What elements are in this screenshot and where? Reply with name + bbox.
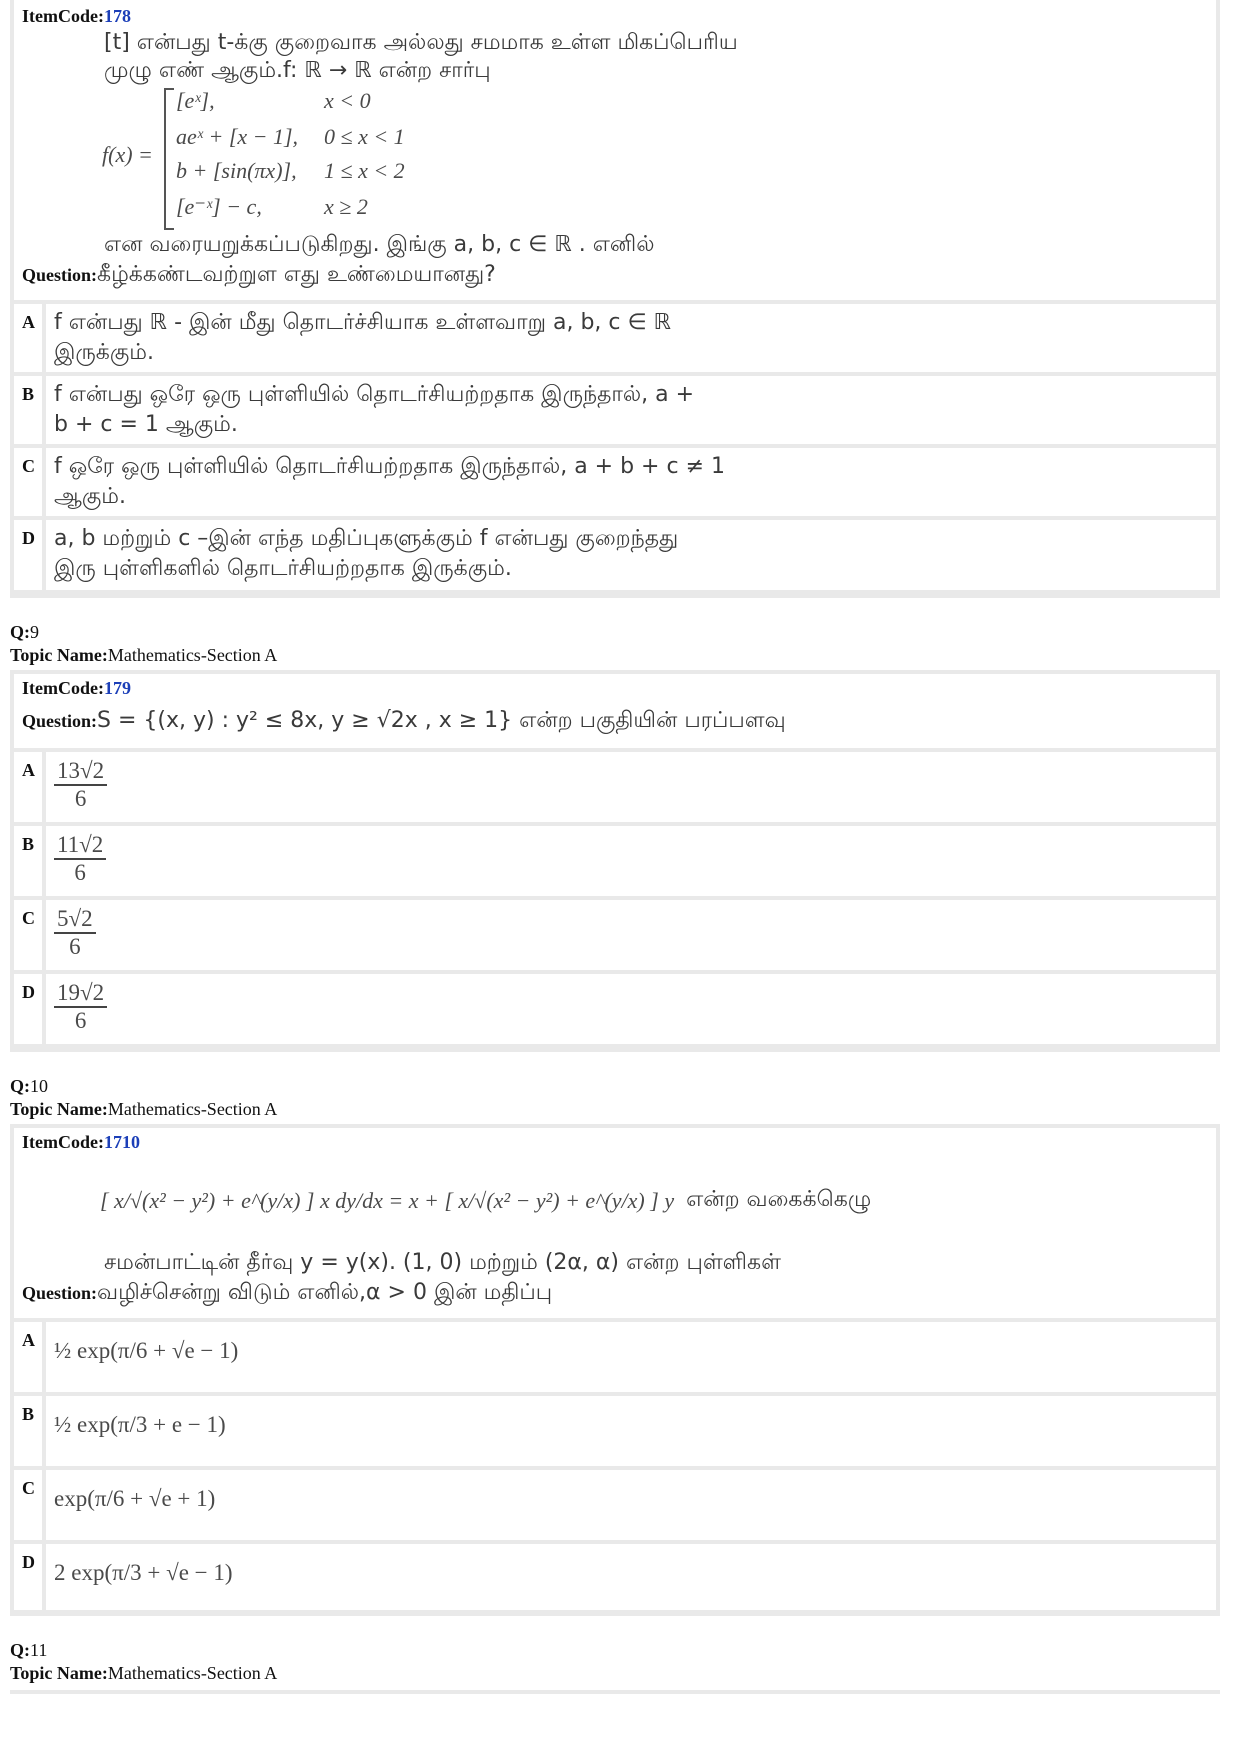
q9-option-d[interactable] xyxy=(14,974,1216,1044)
q10-header xyxy=(10,1076,277,1120)
q11-header xyxy=(10,1640,277,1684)
case-4-expr: [e⁻ˣ] − c, xyxy=(176,194,262,219)
q9-question-row xyxy=(14,674,1216,748)
stem-line-4: கீழ்க்கண்டவற்றுள எது உண்மையானது? xyxy=(97,262,496,287)
topic-name: Mathematics-Section A xyxy=(107,1099,278,1119)
q10-block xyxy=(10,1124,1220,1616)
q-label: Q: xyxy=(10,622,30,642)
option-letter: C xyxy=(22,1478,35,1498)
q10-option-c[interactable] xyxy=(14,1470,1216,1540)
stem-line-3: என வரையறுக்கப்படுகிறது. இங்கு a, b, c ∈ ℝ . எனில் xyxy=(104,232,655,257)
stem-line-2: முழு எண் ஆகும்.f: ℝ → ℝ என்ற சார்பு xyxy=(104,58,491,83)
topic-name: Mathematics-Section A xyxy=(107,1663,278,1683)
question-text: S = {(x, y) : y² ≤ 8x, y ≥ √2x , x ≥ 1} என்ற பகுதியின் பரப்பளவு xyxy=(97,708,786,733)
differential-equation xyxy=(100,1166,871,1236)
q-label: Q: xyxy=(10,1076,30,1096)
case-1-cond: x < 0 xyxy=(324,88,371,113)
option-b-fraction: $\frac{11√2}{6}$ xyxy=(54,832,106,886)
case-4-cond: x ≥ 2 xyxy=(324,194,368,219)
option-letter: C xyxy=(22,908,35,928)
item-178-option-a[interactable] xyxy=(14,304,1216,372)
q9-block xyxy=(10,670,1220,1052)
option-a-fraction: $\frac{13√2}{6}$ xyxy=(54,758,107,812)
option-d-line1: a, b மற்றும் c –இன் எந்த மதிப்புகளுக்கும் f என்பது குறைந்தது xyxy=(54,526,679,551)
case-3-cond: 1 ≤ x < 2 xyxy=(324,158,405,183)
case-3-expr: b + [sin(πx)], xyxy=(176,158,297,183)
q-number: 10 xyxy=(30,1076,48,1096)
option-letter: A xyxy=(22,1330,35,1350)
itemcode-label: ItemCode: xyxy=(22,1132,104,1152)
item-178-question-row xyxy=(14,0,1216,300)
question-line-2: சமன்பாட்டின் தீர்வு y = y(x). (1, 0) மற்றும் (2α, α) என்ற புள்ளிகள் xyxy=(104,1250,781,1275)
option-letter: B xyxy=(22,1404,35,1424)
q11-block-top-edge xyxy=(10,1690,1220,1694)
option-b-line1: f என்பது ஒரே ஒரு புள்ளியில் தொடர்சியற்றதாக இருந்தால், a + xyxy=(54,382,695,407)
equation-text: [ x/√(x² − y²) + e^(y/x) ] x dy/dx = x + [ x/√(x² − y²) + e^(y/x) ] y xyxy=(100,1188,675,1213)
option-letter: D xyxy=(22,528,35,548)
question-label: Question: xyxy=(22,265,98,285)
option-d-line2: இரு புள்ளிகளில் தொடர்சியற்றதாக இருக்கும். xyxy=(54,556,512,581)
stem-line-1: [t] என்பது t-க்கு குறைவாக அல்லது சமமாக உள்ள மிகப்பெரிய xyxy=(104,30,738,55)
option-c-expression: exp(π/6 + √e + 1) xyxy=(54,1486,216,1511)
q10-option-a[interactable] xyxy=(14,1322,1216,1392)
q10-question-row xyxy=(14,1128,1216,1318)
q9-option-a[interactable] xyxy=(14,752,1216,822)
option-c-fraction: $\frac{5√2}{6}$ xyxy=(54,906,96,960)
option-letter: B xyxy=(22,384,35,404)
itemcode-label: ItemCode: xyxy=(22,6,104,26)
q9-header xyxy=(10,622,277,666)
q10-option-d[interactable] xyxy=(14,1544,1216,1610)
topic-label: Topic Name: xyxy=(10,1099,108,1119)
option-c-line1: f ஒரே ஒரு புள்ளியில் தொடர்சியற்றதாக இருந்தால், a + b + c ≠ 1 xyxy=(54,454,725,479)
item-178-block xyxy=(10,0,1220,598)
q-number: 11 xyxy=(30,1640,48,1660)
item-178-option-b[interactable] xyxy=(14,376,1216,444)
item-178-option-d[interactable] xyxy=(14,520,1216,590)
option-c-line2: ஆகும். xyxy=(54,484,126,509)
topic-label: Topic Name: xyxy=(10,645,108,665)
itemcode-value: 1710 xyxy=(103,1132,140,1152)
q9-option-c[interactable] xyxy=(14,900,1216,970)
option-d-expression: 2 exp(π/3 + √e − 1) xyxy=(54,1560,233,1585)
option-letter: B xyxy=(22,834,35,854)
equation-tail: என்ற வகைக்கெழு xyxy=(686,1187,872,1212)
question-label: Question: xyxy=(22,711,98,731)
option-letter: C xyxy=(22,456,35,476)
case-2-expr: aeˣ + [x − 1], xyxy=(176,124,299,149)
option-letter: D xyxy=(22,982,35,1002)
topic-label: Topic Name: xyxy=(10,1663,108,1683)
q-label: Q: xyxy=(10,1640,30,1660)
option-d-fraction: $\frac{19√2}{6}$ xyxy=(54,980,107,1034)
case-1-expr: [eˣ], xyxy=(176,88,215,113)
piecewise-brace xyxy=(164,88,174,230)
question-line-3: வழிச்சென்று விடும் எனில்,α > 0 இன் மதிப்பு xyxy=(97,1280,553,1305)
option-a-line1: f என்பது ℝ - இன் மீது தொடர்ச்சியாக உள்ளவாறு a, b, c ∈ ℝ xyxy=(54,310,672,335)
q10-option-b[interactable] xyxy=(14,1396,1216,1466)
case-2-cond: 0 ≤ x < 1 xyxy=(324,124,405,149)
option-a-expression: ½ exp(π/6 + √e − 1) xyxy=(54,1338,239,1363)
option-b-expression: ½ exp(π/3 + e − 1) xyxy=(54,1412,226,1437)
itemcode-label: ItemCode: xyxy=(22,678,104,698)
item-178-option-c[interactable] xyxy=(14,448,1216,516)
q-number: 9 xyxy=(30,622,39,642)
q9-option-b[interactable] xyxy=(14,826,1216,896)
option-letter: D xyxy=(22,1552,35,1572)
topic-name: Mathematics-Section A xyxy=(107,645,278,665)
option-a-line2: இருக்கும். xyxy=(54,340,154,365)
fx-lhs: f(x) = xyxy=(102,142,153,167)
option-b-line2: b + c = 1 ஆகும். xyxy=(54,412,238,437)
itemcode-value: 179 xyxy=(103,678,131,698)
itemcode-value: 178 xyxy=(103,6,131,26)
option-letter: A xyxy=(22,760,35,780)
option-letter: A xyxy=(22,312,35,332)
question-label: Question: xyxy=(22,1283,98,1303)
